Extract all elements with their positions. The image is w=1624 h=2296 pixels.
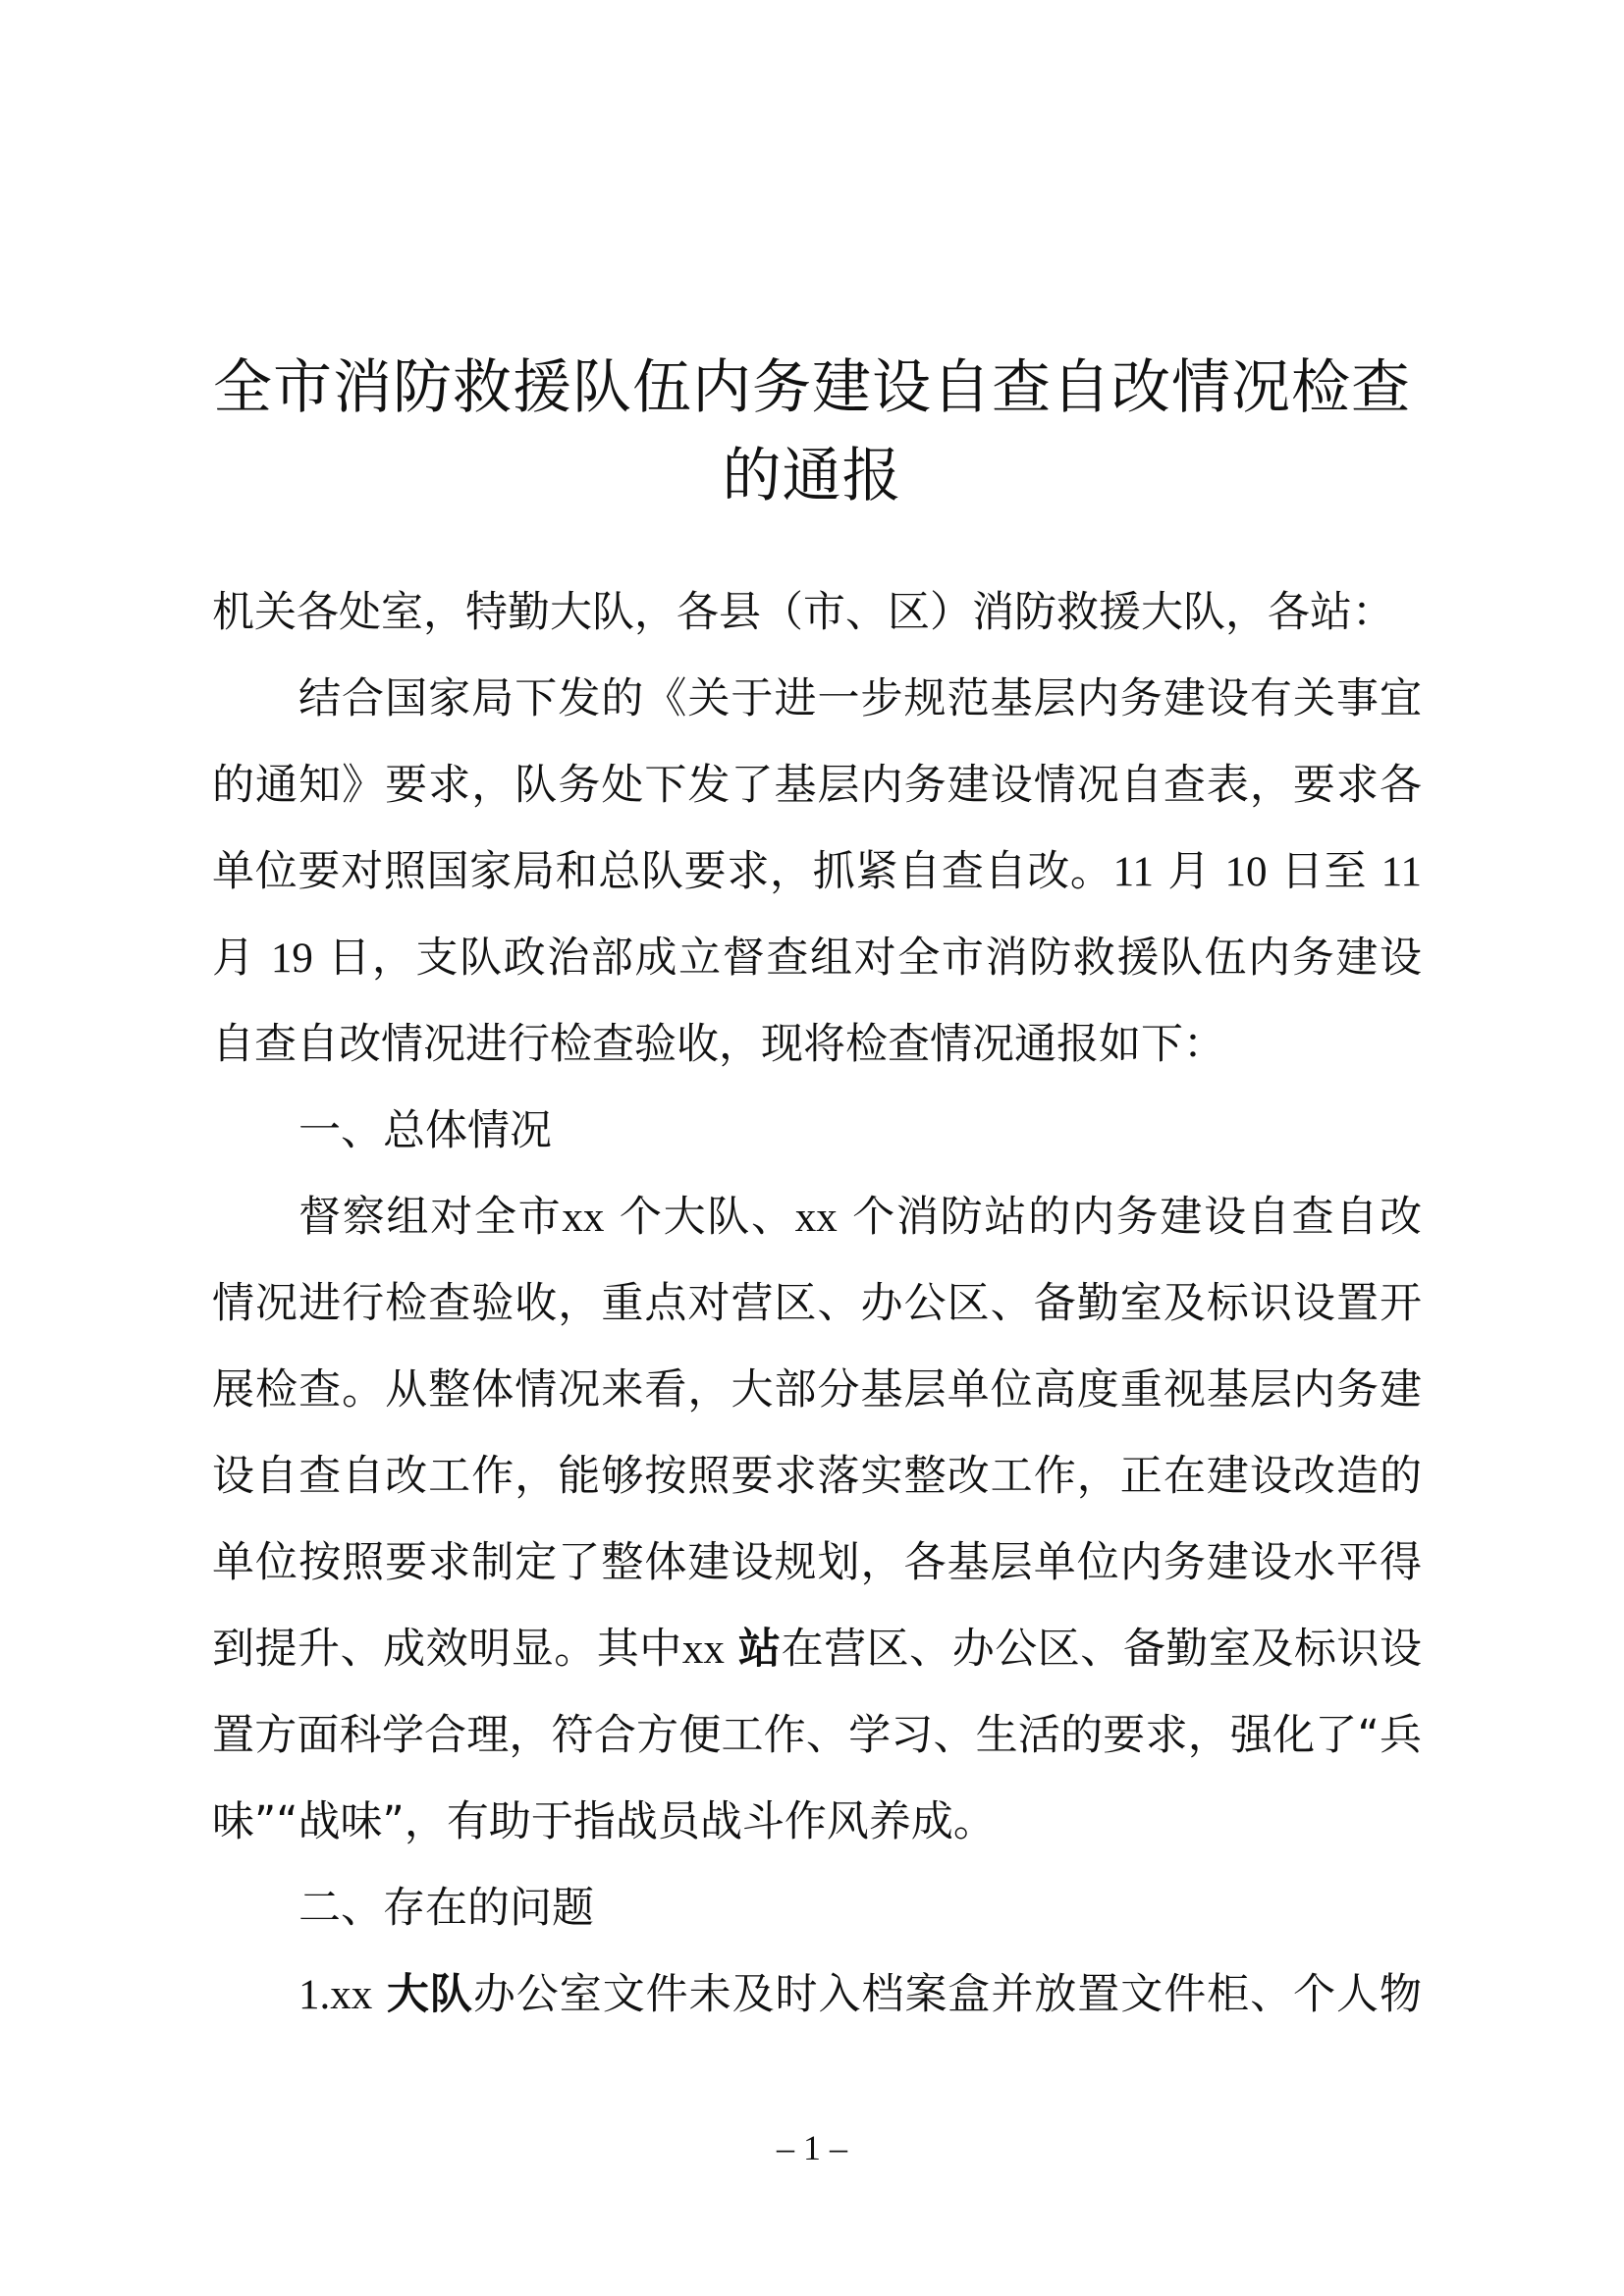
paragraph-text: 情况进行检查验收，重点对营区、办公区、备勤室及标识设置开 — [212, 1279, 1422, 1328]
intro-text: 日，支队政治部成立督查组对全市消防救援队伍内务建设 — [328, 934, 1423, 983]
paragraph-text: 设自查自改工作，能够按照要求落实整改工作，正在建设改造的 — [212, 1452, 1422, 1501]
intro-line-4 — [212, 915, 1422, 1001]
intro-number: 10 — [1224, 849, 1268, 895]
intro-text: 日至 — [1280, 847, 1368, 896]
document-body — [212, 569, 1422, 2038]
intro-number: 11 — [1380, 849, 1423, 895]
paragraph-text: 办公室文件未及时入档案盒并放置文件柜、个人物 — [472, 1970, 1423, 2019]
intro-line-5 — [212, 1001, 1422, 1088]
section-1-line-8 — [212, 1779, 1422, 1865]
salutation-text: 机关各处室，特勤大队，各县（市、区）消防救援大队，各站： — [212, 588, 1394, 637]
intro-text: 结合国家局下发的《关于进一步规范基层内务建设有关事宜 — [298, 674, 1422, 723]
section-1-line-7 — [212, 1692, 1422, 1779]
section-heading-text: 二、存在的问题 — [298, 1884, 594, 1933]
title-line-1: 全市消防救援队伍内务建设自查自改情况检查 — [213, 353, 1411, 423]
intro-line-1 — [212, 656, 1422, 742]
section-1-line-1 — [212, 1174, 1422, 1260]
intro-text: 自查自改情况进行检查验收，现将检查情况通报如下： — [212, 1020, 1225, 1069]
intro-line-3 — [212, 828, 1422, 915]
intro-line-2 — [212, 742, 1422, 828]
section-2-item-1 — [212, 1951, 1422, 2038]
paragraph-text: 督察组对全市 — [298, 1193, 563, 1242]
document-title — [196, 344, 1428, 520]
section-1-line-4 — [212, 1433, 1422, 1520]
placeholder-number: xx — [562, 1195, 605, 1241]
paragraph-text: 个消防站的内务建设自查自改 — [852, 1193, 1423, 1242]
section-1-line-2 — [212, 1260, 1422, 1347]
paragraph-text: 个大队、 — [619, 1193, 795, 1242]
salutation — [212, 569, 1422, 656]
section-2-heading — [212, 1865, 1422, 1951]
list-number: 1.xx — [298, 1972, 373, 2018]
paragraph-text: 展检查。从整体情况来看，大部分基层单位高度重视基层内务建 — [212, 1365, 1422, 1415]
placeholder-number: xx — [681, 1627, 725, 1673]
intro-text: 月 — [212, 934, 256, 983]
paragraph-text: 单位按照要求制定了整体建设规划，各基层单位内务建设水平得 — [212, 1538, 1422, 1587]
bold-text: 站 — [738, 1625, 782, 1674]
section-1-line-5 — [212, 1520, 1422, 1606]
placeholder-number: xx — [794, 1195, 838, 1241]
section-1-line-6 — [212, 1606, 1422, 1692]
intro-number: 19 — [270, 935, 313, 982]
section-heading-text: 一、总体情况 — [298, 1106, 552, 1155]
paragraph-text: 到提升、成效明显。其中 — [212, 1625, 682, 1674]
intro-text: 月 — [1167, 847, 1212, 896]
intro-number: 11 — [1112, 849, 1155, 895]
paragraph-text: 味”“战味”，有助于指战员战斗作风养成。 — [212, 1797, 996, 1846]
intro-text: 单位要对照国家局和总队要求，抓紧自查自改。 — [212, 847, 1113, 896]
intro-text: 的通知》要求，队务处下发了基层内务建设情况自查表，要求各 — [212, 761, 1422, 810]
title-line-2: 的通报 — [722, 442, 902, 511]
page-number: – 1 – — [777, 2128, 847, 2167]
bold-text: 大队 — [386, 1970, 473, 2019]
paragraph-text: 置方面科学合理，符合方便工作、学习、生活的要求，强化了“兵 — [212, 1711, 1422, 1760]
section-1-line-3 — [212, 1347, 1422, 1433]
section-1-heading — [212, 1088, 1422, 1174]
paragraph-text: 在营区、办公区、备勤室及标识设 — [781, 1625, 1423, 1674]
